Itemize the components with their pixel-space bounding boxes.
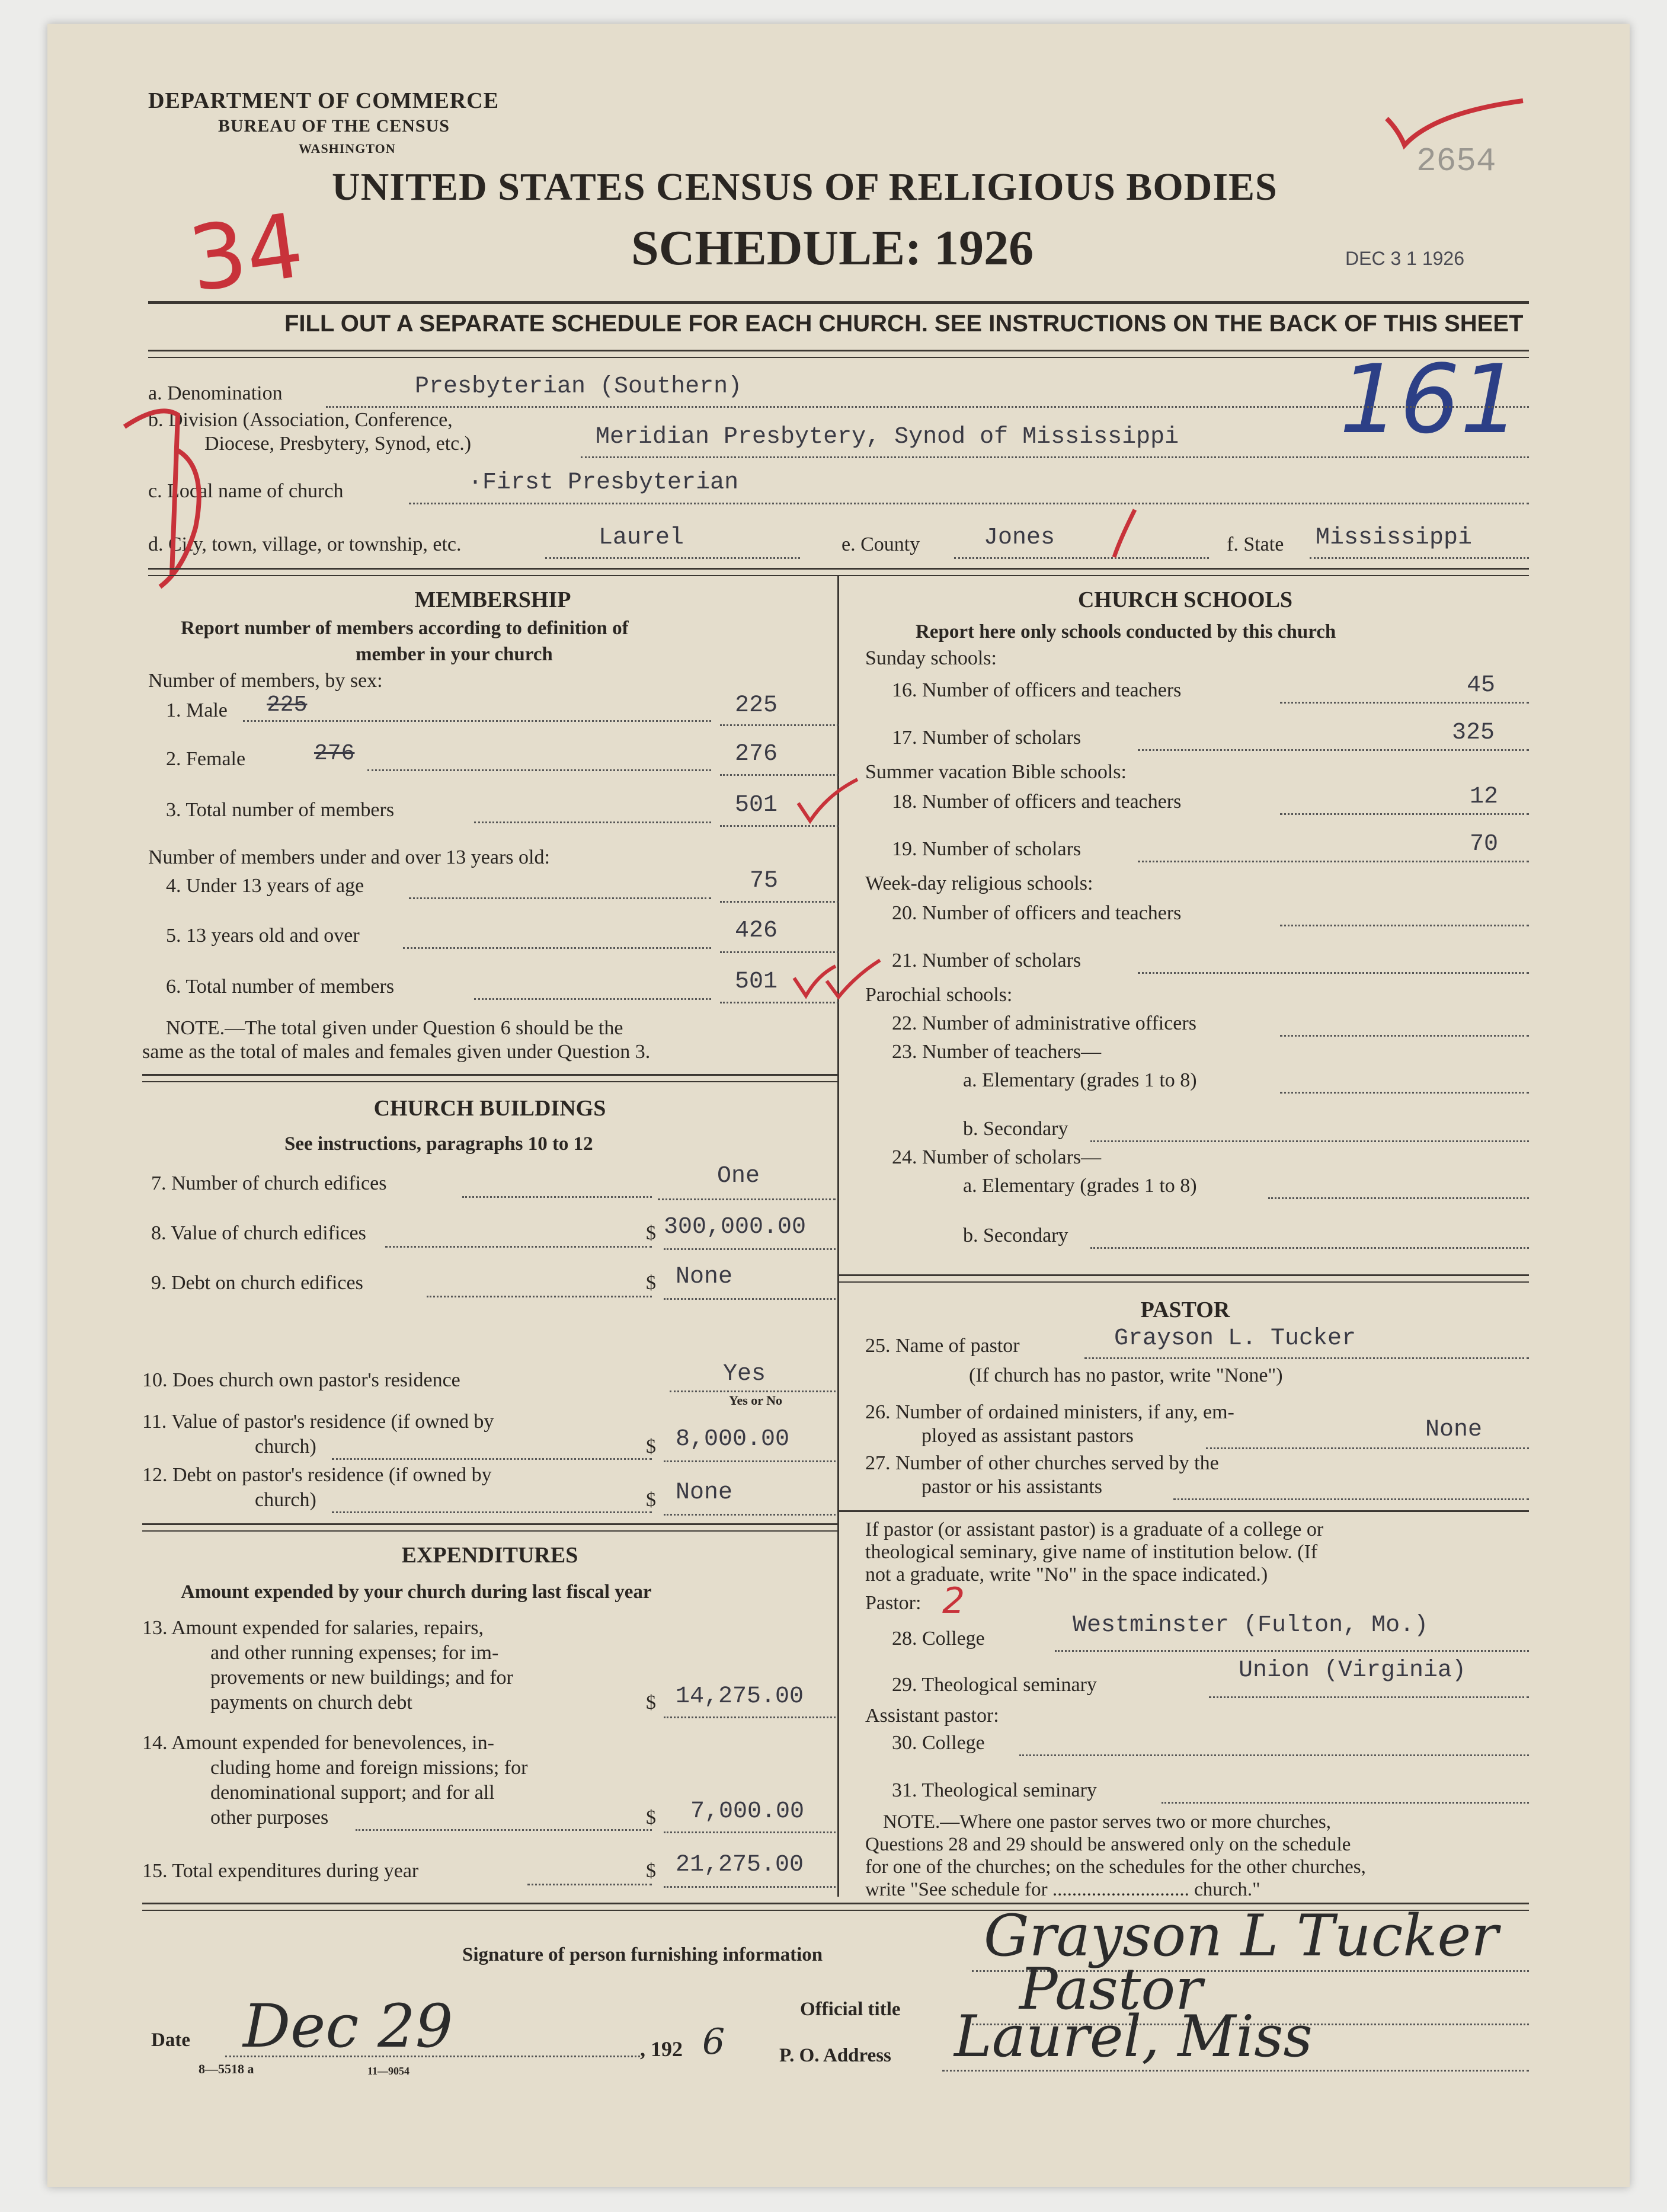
q7-label: 7. Number of church edifices [151, 1172, 387, 1194]
q25-line [1084, 1357, 1529, 1359]
q14-answer-line [664, 1831, 836, 1833]
q1-line [243, 720, 711, 722]
q11-value: 8,000.00 [676, 1426, 790, 1453]
buildings-end-rule [142, 1523, 837, 1525]
date-stamp: DEC 3 1 1926 [1345, 248, 1465, 269]
pastor-head: Pastor: [865, 1592, 922, 1614]
q10-answer-line [670, 1391, 836, 1392]
county-label: e. County [842, 533, 920, 555]
q25-label: 25. Name of pastor [865, 1335, 1020, 1357]
q26-line [1206, 1447, 1529, 1449]
q24a-line [1268, 1197, 1529, 1199]
q18-line [1280, 813, 1529, 815]
q15-dollar: $ [646, 1860, 656, 1882]
schedule-year-title: SCHEDULE: 1926 [631, 220, 1034, 276]
q22-label: 22. Number of administrative officers [892, 1012, 1196, 1034]
q6-line [474, 998, 711, 1000]
q1-answer-line [720, 724, 839, 726]
q13-line-3: provements or new buildings; and for [210, 1667, 513, 1689]
q3-line [474, 821, 711, 823]
q8-line [385, 1246, 652, 1248]
q27-line [1173, 1498, 1529, 1500]
q9-line [427, 1296, 652, 1297]
q14-dollar: $ [646, 1807, 656, 1829]
q15-label: 15. Total expenditures during year [142, 1860, 419, 1882]
denomination-label: a. Denomination [148, 382, 283, 404]
q10-label: 10. Does church own pastor's residence [142, 1369, 460, 1391]
members-by-sex-label: Number of members, by sex: [148, 670, 383, 692]
city-line [545, 557, 800, 559]
q25-value: Grayson L. Tucker [1114, 1325, 1356, 1352]
form-number: 8—5518 a [199, 2061, 254, 2076]
q11-dollar: $ [646, 1436, 656, 1457]
q2-struck-value: 276 [314, 741, 355, 766]
q30-line [1019, 1754, 1529, 1756]
membership-end-rule-2 [142, 1081, 837, 1082]
po-address-label: P. O. Address [779, 2045, 891, 2066]
q30-label: 30. College [892, 1732, 985, 1754]
q24-label: 24. Number of scholars— [892, 1146, 1102, 1168]
q14-line-3: denominational support; and for all [210, 1782, 495, 1804]
assistant-pastor-head: Assistant pastor: [865, 1705, 999, 1727]
q13-dollar: $ [646, 1692, 656, 1714]
q5-line [403, 947, 711, 949]
q13-line-2: and other running expenses; for im- [210, 1642, 499, 1664]
q9-answer-line [664, 1298, 836, 1300]
q8-dollar: $ [646, 1222, 656, 1244]
bureau-name: BUREAU OF THE CENSUS [218, 116, 450, 136]
official-title-label: Official title [800, 1999, 901, 2020]
q7-line [462, 1196, 652, 1198]
q27-line-2: pastor or his assistants [922, 1476, 1103, 1498]
q23b-line [1090, 1140, 1529, 1142]
pastor-note-4: write "See schedule for ............................ church." [865, 1879, 1260, 1900]
q14-line-4: other purposes [210, 1807, 329, 1829]
q7-value: One [717, 1163, 760, 1190]
column-divider [837, 575, 839, 1897]
schools-sub: Report here only schools conducted by this church [916, 621, 1336, 642]
q8-answer-line [664, 1248, 836, 1250]
q20-line [1280, 925, 1529, 926]
q13-answer-line [664, 1716, 836, 1718]
q4-value: 75 [750, 868, 779, 894]
pastor-note-3: for one of the churches; on the schedules for the other churches, [865, 1856, 1366, 1878]
q23a-line [1280, 1092, 1529, 1094]
q1-struck-value: 225 [267, 692, 308, 718]
form-title: UNITED STATES CENSUS OF RELIGIOUS BODIES [332, 165, 1278, 209]
pastor-note-2: Questions 28 and 29 should be answered only on the schedule [865, 1834, 1351, 1855]
q17-line [1138, 749, 1529, 751]
date-value: Dec 29 [243, 1992, 453, 2061]
q2-value: 276 [735, 741, 778, 768]
q6-value: 501 [735, 968, 778, 995]
q21-line [1138, 972, 1529, 974]
red-scribble-mark [107, 379, 249, 605]
q1-label: 1. Male [166, 699, 228, 721]
q2-answer-line [720, 774, 839, 776]
q8-value: 300,000.00 [664, 1214, 807, 1241]
year-prefix: , 192 [640, 2037, 683, 2061]
q11-line [332, 1458, 652, 1460]
red-annotation-2: 2 [942, 1580, 965, 1622]
q25-hint: (If church has no pastor, write "None") [969, 1364, 1283, 1386]
membership-note-2: same as the total of males and females given under Question 3. [142, 1041, 651, 1063]
stamp-number: 2654 [1416, 142, 1496, 180]
q23b-label: b. Secondary [963, 1118, 1068, 1140]
q9-label: 9. Debt on church edifices [151, 1272, 363, 1294]
q11-label-1: 11. Value of pastor's residence (if owned by [142, 1411, 494, 1433]
q29-line [1209, 1696, 1529, 1698]
q6-label: 6. Total number of members [166, 976, 395, 998]
po-address-line [942, 2070, 1529, 2072]
q10-value: Yes [723, 1361, 766, 1388]
grad-text-2: theological seminary, give name of institution below. (If [865, 1541, 1318, 1563]
state-value: Mississippi [1316, 525, 1473, 551]
q5-answer-line [720, 951, 839, 953]
q4-answer-line [720, 901, 839, 903]
division-line [581, 456, 1529, 458]
section-rule [148, 568, 1529, 570]
header-rule-bottom [148, 350, 1529, 351]
q28-label: 28. College [892, 1628, 985, 1650]
parochial-schools-head: Parochial schools: [865, 984, 1013, 1006]
q9-dollar: $ [646, 1272, 656, 1294]
q18-value: 12 [1470, 784, 1499, 810]
po-address-value: Laurel, Miss [954, 2003, 1313, 2070]
weekday-schools-head: Week-day religious schools: [865, 872, 1093, 894]
church-name-line [409, 503, 1529, 504]
signature-label: Signature of person furnishing information [462, 1944, 823, 1965]
pastor-note-1: NOTE.—Where one pastor serves two or more churches, [883, 1811, 1331, 1833]
state-line [1310, 557, 1529, 559]
year-digit: 6 [702, 2021, 725, 2063]
q19-label: 19. Number of scholars [892, 838, 1082, 860]
city-label: d. City, town, village, or township, etc. [148, 533, 462, 555]
q18-label: 18. Number of officers and teachers [892, 791, 1182, 813]
pastor-title: PASTOR [1140, 1297, 1230, 1322]
q1-value: 225 [735, 692, 778, 719]
q16-line [1280, 702, 1529, 704]
header-rule-top [148, 301, 1529, 304]
q8-label: 8. Value of church edifices [151, 1222, 366, 1244]
q23a-label: a. Elementary (grades 1 to 8) [963, 1069, 1197, 1091]
denomination-line [326, 406, 1529, 408]
department-name: DEPARTMENT OF COMMERCE [148, 88, 500, 113]
q24a-label: a. Elementary (grades 1 to 8) [963, 1175, 1197, 1197]
date-label: Date [151, 2029, 190, 2051]
q14-line-1: 14. Amount expended for benevolences, in- [142, 1732, 494, 1754]
buildings-sub: See instructions, paragraphs 10 to 12 [284, 1133, 593, 1155]
schools-end-rule [837, 1274, 1529, 1276]
instruction-bar: FILL OUT A SEPARATE SCHEDULE FOR EACH CHURCH. SEE INSTRUCTIONS ON THE BACK OF THIS SHEET [284, 311, 1524, 337]
membership-title: MEMBERSHIP [414, 587, 571, 612]
q24b-line [1090, 1247, 1529, 1249]
q12-dollar: $ [646, 1489, 656, 1511]
q14-value: 7,000.00 [690, 1798, 805, 1825]
red-tick-county [1108, 504, 1144, 575]
schools-title: CHURCH SCHOOLS [1077, 587, 1293, 612]
q3-label: 3. Total number of members [166, 799, 395, 821]
grad-text-1: If pastor (or assistant pastor) is a graduate of a college or [865, 1519, 1324, 1540]
expenditures-title: EXPENDITURES [401, 1543, 578, 1568]
state-label: f. State [1227, 533, 1284, 555]
city-value: Laurel [599, 525, 684, 551]
q15-value: 21,275.00 [676, 1852, 804, 1878]
q26-line-1: 26. Number of ordained ministers, if any, em- [865, 1401, 1234, 1423]
age-head: Number of members under and over 13 years old: [148, 846, 550, 868]
q23-label: 23. Number of teachers— [892, 1041, 1102, 1063]
church-name-value: ·First Presbyterian [468, 469, 739, 496]
census-schedule-sheet [47, 24, 1630, 2187]
q19-value: 70 [1470, 831, 1499, 858]
q2-line [367, 769, 711, 771]
buildings-end-rule-2 [142, 1530, 837, 1532]
q27-line-1: 27. Number of other churches served by the [865, 1452, 1219, 1474]
division-value: Meridian Presbytery, Synod of Mississippi [596, 424, 1179, 450]
q14-line-2: cluding home and foreign missions; for [210, 1757, 528, 1779]
membership-end-rule [142, 1074, 837, 1076]
q11-answer-line [664, 1460, 836, 1462]
q9-value: None [676, 1264, 733, 1290]
q12-label-2: church) [255, 1489, 316, 1511]
q12-label-1: 12. Debt on pastor's residence (if owned by [142, 1464, 492, 1486]
buildings-title: CHURCH BUILDINGS [373, 1096, 606, 1121]
q14-line [356, 1829, 652, 1831]
header-rule-bottom-2 [148, 357, 1529, 358]
city-name: WASHINGTON [299, 141, 396, 156]
q2-label: 2. Female [166, 748, 246, 770]
q13-line-4: payments on church debt [210, 1692, 412, 1714]
q12-line [332, 1511, 652, 1513]
q3-value: 501 [735, 792, 778, 819]
q15-answer-line [664, 1886, 836, 1888]
county-value: Jones [984, 525, 1055, 551]
q15-line [527, 1884, 652, 1885]
q26-value: None [1425, 1417, 1483, 1443]
q13-value: 14,275.00 [676, 1683, 804, 1710]
membership-sub-2: member in your church [356, 644, 553, 665]
denomination-value: Presbyterian (Southern) [415, 373, 743, 400]
division-label-1: b. Division (Association, Conference, [148, 409, 453, 431]
sunday-schools-head: Sunday schools: [865, 647, 997, 669]
q20-label: 20. Number of officers and teachers [892, 902, 1182, 924]
q31-label: 31. Theological seminary [892, 1779, 1097, 1801]
q12-answer-line [664, 1514, 836, 1516]
division-label-2: Diocese, Presbytery, Synod, etc.) [204, 433, 472, 455]
summer-schools-head: Summer vacation Bible schools: [865, 761, 1127, 783]
red-annotation-34: 34 [183, 194, 310, 312]
pastor-grad-rule [837, 1510, 1529, 1512]
q16-label: 16. Number of officers and teachers [892, 679, 1182, 701]
church-name-label: c. Local name of church [148, 480, 344, 502]
q13-line-1: 13. Amount expended for salaries, repairs, [142, 1617, 484, 1639]
blue-annotation-161: 161 [1339, 344, 1521, 455]
q10-hint: Yes or No [729, 1393, 783, 1408]
q5-value: 426 [735, 918, 778, 944]
q29-label: 29. Theological seminary [892, 1674, 1097, 1696]
red-check-q3 [795, 776, 860, 830]
q17-label: 17. Number of scholars [892, 727, 1082, 749]
q19-line [1138, 861, 1529, 862]
schools-end-rule-2 [837, 1281, 1529, 1283]
q4-label: 4. Under 13 years of age [166, 875, 364, 897]
q21-label: 21. Number of scholars [892, 950, 1082, 971]
q12-value: None [676, 1479, 733, 1506]
q16-value: 45 [1467, 672, 1496, 699]
q11-label-2: church) [255, 1436, 316, 1457]
q28-line [1055, 1650, 1529, 1652]
q28-value: Westminster (Fulton, Mo.) [1073, 1612, 1429, 1639]
membership-note-1: NOTE.—The total given under Question 6 should be the [166, 1017, 623, 1039]
red-check-mark [1381, 89, 1535, 160]
q24b-label: b. Secondary [963, 1225, 1068, 1246]
q17-value: 325 [1452, 720, 1495, 746]
grad-text-3: not a graduate, write "No" in the space indicated.) [865, 1564, 1268, 1586]
q7-answer-line [658, 1198, 836, 1200]
county-line [954, 557, 1209, 559]
expenditures-sub: Amount expended by your church during last fiscal year [181, 1581, 652, 1603]
q22-line [1280, 1035, 1529, 1037]
q31-line [1162, 1802, 1529, 1804]
q29-value: Union (Virginia) [1239, 1657, 1467, 1684]
membership-sub-1: Report number of members according to definition of [181, 618, 629, 639]
q26-line-2: ployed as assistant pastors [922, 1425, 1134, 1447]
print-number: 11—9054 [367, 2065, 410, 2077]
q4-line [409, 897, 711, 899]
signature-value: Grayson L Tucker [984, 1903, 1499, 1969]
q5-label: 5. 13 years old and over [166, 925, 360, 947]
official-title-value: Pastor [1019, 1956, 1203, 2022]
